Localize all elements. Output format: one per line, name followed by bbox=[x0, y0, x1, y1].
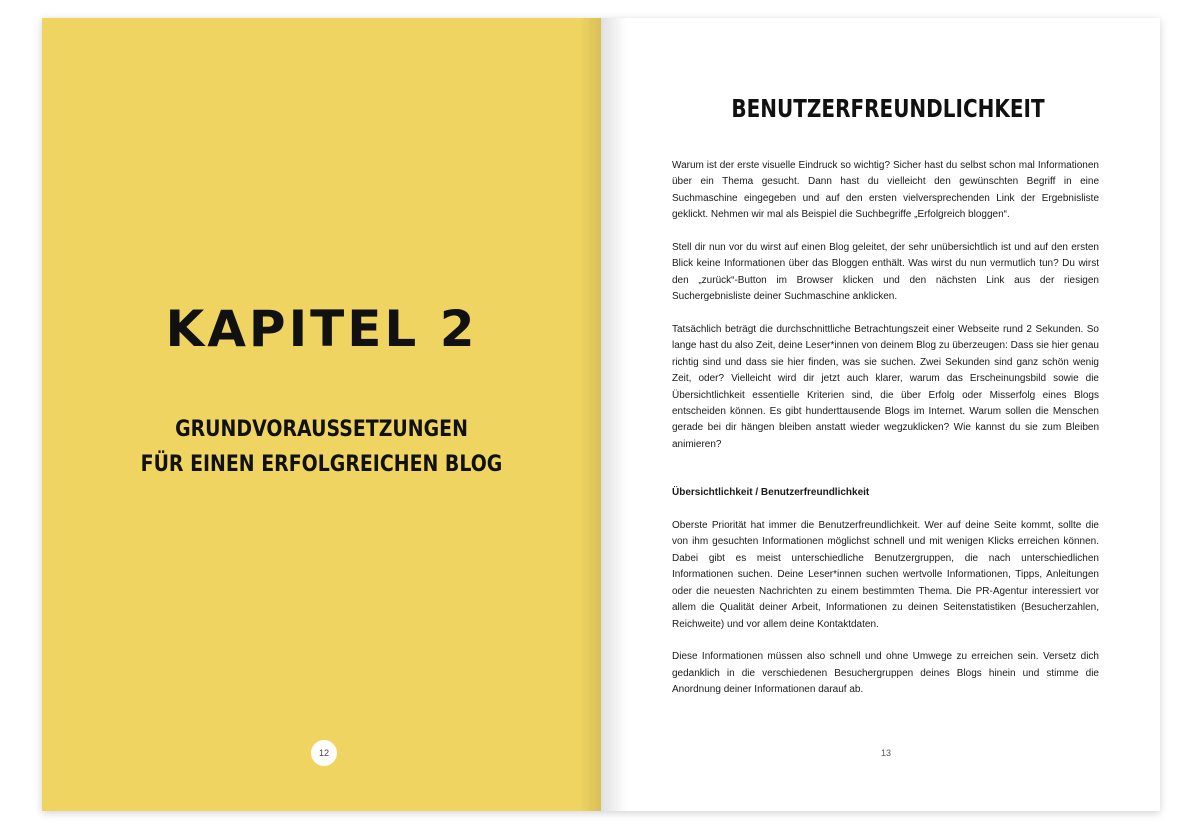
page-number-right: 13 bbox=[880, 748, 891, 758]
chapter-title: KAPITEL 2 bbox=[165, 300, 478, 358]
paragraph: Diese Informationen müssen also schnell und ohne Umwege zu erreichen sein. Versetz dich gedanklich in die verschiedenen Besuchergruppen deines Blogs hinein und stimme die Anordnung deiner Informationen darauf ab. bbox=[672, 651, 1099, 696]
paragraph: Tatsächlich beträgt die durchschnittliche Betrachtungszeit einer Webseite rund 2 Sekunden. So lange hast du also Zeit, deine Leser*innen von deinem Blog zu überzeugen: Dass sie hier genau richtig sind und dass sie hier finden, was sie suchen. Zwei Sekunden sind ganz schön wenig Zeit, oder? Vielleicht wird dir jetzt auch klarer, warum das Erscheinungsbild sowie die Übersichtlichkeit essentielle Kriterien sind, die über Erfolg oder Misserfolg eines Blogs entscheiden können. Es gibt hunderttausende Blogs im Internet. Warum sollen die Menschen gerade bei dir hängen bleiben anstatt wieder wegzuklicken? Wie kannst du sie zum Bleiben animieren? bbox=[672, 324, 1099, 450]
chapter-subtitle-line-1: GRUNDVORAUSSETZUNGEN bbox=[175, 417, 468, 442]
page-number-left: 12 bbox=[311, 740, 337, 766]
body-text bbox=[672, 158, 1099, 715]
chapter-subtitle-line-2: FÜR EINEN ERFOLGREICHEN BLOG bbox=[140, 452, 503, 477]
section-heading: BENUTZERFREUNDLICHKEIT bbox=[731, 94, 1045, 123]
right-page bbox=[601, 18, 1160, 811]
subheading: Übersichtlichkeit / Benutzerfreundlichkeit bbox=[672, 487, 870, 499]
paragraph: Warum ist der erste visuelle Eindruck so wichtig? Sicher hast du selbst schon mal Informationen über ein Thema gesucht. Dann hast du vielleicht den gewünschten Begriff in eine Suchmaschine eingegeben und auf den ersten vielversprechenden Link der Ergebnisliste geklickt. Nehmen wir mal als Beispiel die Suchbegriffe „Erfolgreich bloggen“. bbox=[672, 160, 1099, 221]
paragraph: Oberste Priorität hat immer die Benutzerfreundlichkeit. Wer auf deine Seite kommt, sollte die von ihm gesuchten Informationen möglichst schnell und mit wenigen Klicks erreichen können. Dabei gibt es meist unterschiedliche Benutzergruppen, die nach unterschiedlichen Informationen suchen. Deine Leser*innen suchen wertvolle Informationen, Tipps, Anleitungen oder die neuesten Nachrichten zu einem bestimmten Thema. Die PR-Agentur interessiert vor allem die Qualität deiner Arbeit, Informationen zu deinen Seitenstatistiken (Besucherzahlen, Reichweite) und vor allem deine Kontaktdaten. bbox=[672, 520, 1099, 630]
book-spread bbox=[42, 18, 1160, 811]
left-page bbox=[42, 18, 601, 811]
paragraph: Stell dir nun vor du wirst auf einen Blog geleitet, der sehr unübersichtlich ist und auf den ersten Blick keine Informationen über das Bloggen enthält. Was wirst du nun vermutlich tun? Du wirst den „zurück“-Button im Browser klicken und den nächsten Link aus der riesigen Suchergebnisliste deiner Suchmaschine anklicken. bbox=[672, 242, 1099, 303]
chapter-subtitle bbox=[81, 412, 562, 482]
